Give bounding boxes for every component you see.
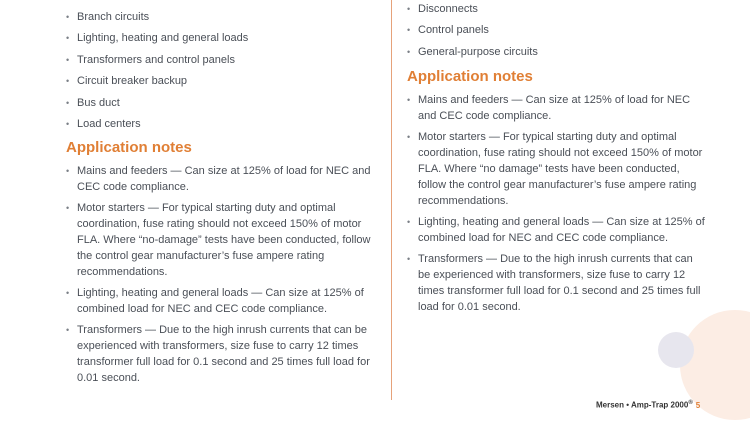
note-item: • Motor starters — For typical starting duty and optimal coordination, fuse rating should not exceed 150% of motor FLA. Where “no damage” tests have been conducted, follow the control gear manufacturer’s fuse ampere rating recommendations. [407,129,707,209]
list-item: • Load centers [66,116,382,132]
page-footer [596,400,700,410]
application-notes-heading: Application notes [66,138,192,156]
list-item: • Disconnects [407,1,707,17]
application-notes-heading: Application notes [407,67,533,85]
note-item: • Mains and feeders — Can size at 125% of load for NEC and CEC code compliance. [66,163,382,195]
note-item: • Transformers — Due to the high inrush currents that can be experienced with transformers, size fuse to carry 12 times transformer full load for 0.1 second and 25 times full load for 0.01 second. [407,251,707,315]
left-application-list [66,9,382,132]
list-item: • Bus duct [66,95,382,111]
right-column [407,0,707,320]
note-item: • Motor starters — For typical starting duty and optimal coordination, fuse rating should not exceed 150% of motor FLA. Where “no-damage” tests have been conducted, follow the control gear manufacturer’s fuse ampere rating recommendations. [66,200,382,280]
list-item: • Circuit breaker backup [66,73,382,89]
list-item: • General-purpose circuits [407,44,707,60]
list-item: • Lighting, heating and general loads [66,30,382,46]
decorative-circle-small [658,332,694,368]
list-item: • Branch circuits [66,9,382,25]
note-item: • Lighting, heating and general loads — Can size at 125% of combined load for NEC and CEC code compliance. [407,214,707,246]
column-divider [391,0,392,400]
footer-brand: Mersen • Amp-Trap 2000 [596,400,689,410]
right-application-list [407,1,707,60]
note-item: • Lighting, heating and general loads — Can size at 125% of combined load for NEC and CEC code compliance. [66,285,382,317]
list-item: • Control panels [407,22,707,38]
left-notes-list [66,163,382,386]
list-item: • Transformers and control panels [66,52,382,68]
registered-mark: ® [688,400,693,406]
note-item: • Mains and feeders — Can size at 125% of load for NEC and CEC code compliance. [407,92,707,124]
left-column [66,0,382,391]
note-item: • Transformers — Due to the high inrush currents that can be experienced with transformers, size fuse to carry 12 times transformer full load for 0.1 second and 25 times full load for 0.01 second. [66,322,382,386]
page-number: 5 [695,400,701,410]
right-notes-list [407,92,707,315]
